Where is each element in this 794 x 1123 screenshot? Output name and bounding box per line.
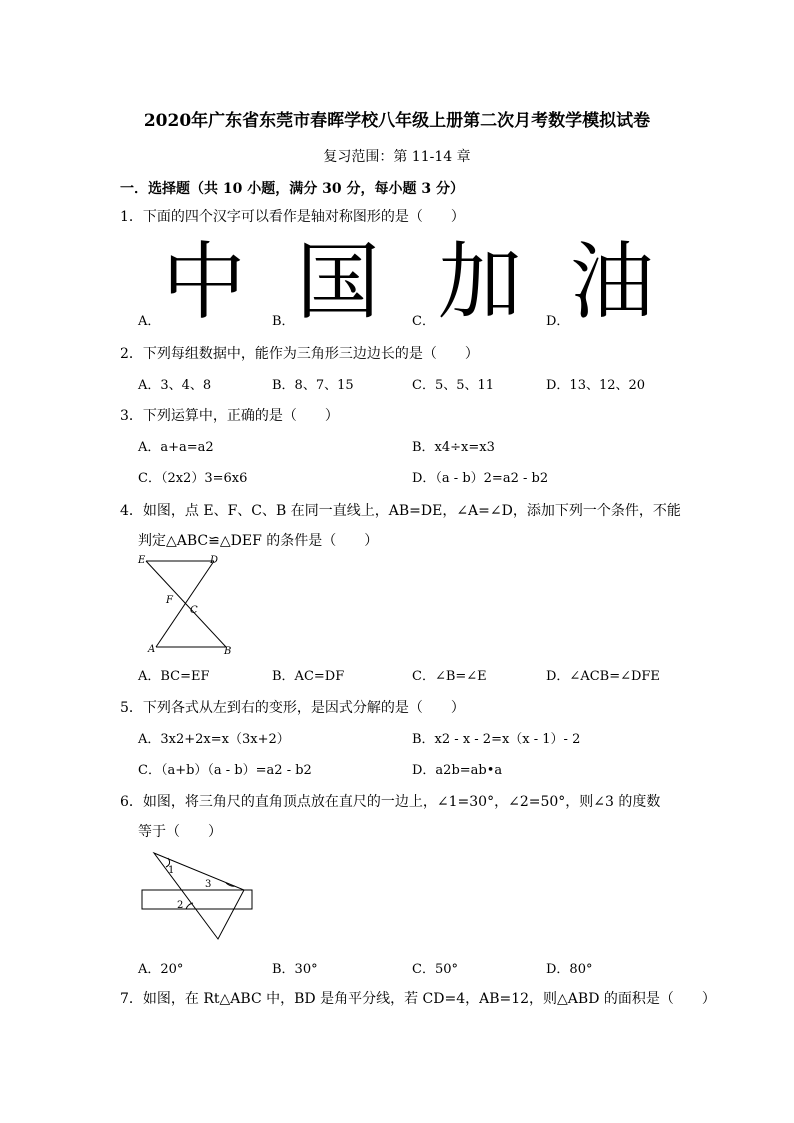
question-5-stem: 5．下列各式从左到右的变形，是因式分解的是（ ） [120, 700, 465, 716]
q1-option-d[interactable]: D． [546, 314, 570, 329]
question-6-stem-line1: 6．如图，将三角尺的直角顶点放在直尺的一边上，∠1=30°，∠2=50°，则∠3 的度数 [120, 794, 661, 810]
q6-option-c[interactable]: C．50° [412, 962, 458, 977]
q4-label-f: F [166, 595, 173, 606]
q2-option-c[interactable]: C．5、5、11 [412, 378, 495, 393]
q2-option-a[interactable]: A．3、4、8 [138, 378, 212, 393]
q4-label-a: A [148, 644, 156, 655]
question-2-stem: 2．下列每组数据中，能作为三角形三边边长的是（ ） [120, 346, 479, 362]
question-3-stem: 3．下列运算中，正确的是（ ） [120, 408, 339, 424]
q3-option-a[interactable]: A．a+a=a2 [138, 440, 214, 455]
question-4-stem-line1: 4．如图，点 E、F、C、B 在同一直线上，AB=DE，∠A=∠D，添加下列一个条件，不能 [120, 503, 681, 519]
q5-option-d[interactable]: D．a2b=ab•a [412, 763, 503, 778]
page-title: 2020年广东省东莞市春晖学校八年级上册第二次月考数学模拟试卷 [143, 111, 651, 131]
q6-label-2: 2 [177, 900, 184, 911]
q1-option-b[interactable]: B． [272, 314, 295, 329]
q5-option-c[interactable]: C．（a+b）（a - b）=a2 - b2 [138, 763, 312, 778]
q4-option-b[interactable]: B．AC=DF [272, 669, 345, 684]
q6-label-1: 1 [168, 865, 175, 876]
q2-option-d[interactable]: D．13、12、20 [546, 378, 646, 393]
question-1-stem: 1．下面的四个汉字可以看作是轴对称图形的是（ ） [120, 209, 465, 225]
q4-option-d[interactable]: D．∠ACB=∠DFE [546, 669, 660, 684]
glyph-guo: 国 [296, 233, 381, 331]
q3-option-b[interactable]: B．x4÷x=x3 [412, 440, 495, 455]
section-heading: 一．选择题（共 10 小题，满分 30 分，每小题 3 分） [120, 181, 464, 197]
q4-label-e: E [138, 555, 146, 566]
question-6-stem-line2: 等于（ ） [138, 824, 222, 840]
q1-option-a[interactable]: A． [138, 314, 161, 329]
glyph-jia: 加 [438, 233, 523, 331]
q6-option-d[interactable]: D．80° [546, 962, 593, 977]
q6-label-3: 3 [205, 879, 212, 890]
q5-option-b[interactable]: B．x2 - x - 2=x（x - 1）- 2 [412, 732, 581, 747]
q4-option-c[interactable]: C．∠B=∠E [412, 669, 487, 684]
glyph-zhong: 中 [162, 233, 247, 331]
q2-option-b[interactable]: B．8、7、15 [272, 378, 354, 393]
q4-label-d: D [210, 555, 219, 566]
glyph-you: 油 [570, 233, 655, 331]
q4-label-c: C [190, 605, 198, 616]
q5-option-a[interactable]: A．3x2+2x=x（3x+2） [138, 732, 290, 747]
q1-option-c[interactable]: C． [412, 314, 435, 329]
question-7-stem: 7．如图，在 Rt△ABC 中，BD 是角平分线，若 CD=4，AB=12，则△ABD 的面积是（ ） [120, 991, 716, 1007]
question-4-stem-line2: 判定△ABC≌△DEF 的条件是（ ） [138, 533, 379, 549]
q4-label-b: B [224, 646, 232, 656]
q3-option-c[interactable]: C．（2x2）3=6x6 [138, 471, 248, 486]
q4-option-a[interactable]: A．BC=EF [138, 669, 210, 684]
q6-figure [138, 848, 256, 942]
q3-option-d[interactable]: D．（a - b）2=a2 - b2 [412, 471, 549, 486]
page-subtitle: 复习范围：第 11-14 章 [323, 149, 471, 165]
q6-option-a[interactable]: A．20° [138, 962, 184, 977]
q6-option-b[interactable]: B．30° [272, 962, 318, 977]
q4-figure [134, 552, 244, 656]
